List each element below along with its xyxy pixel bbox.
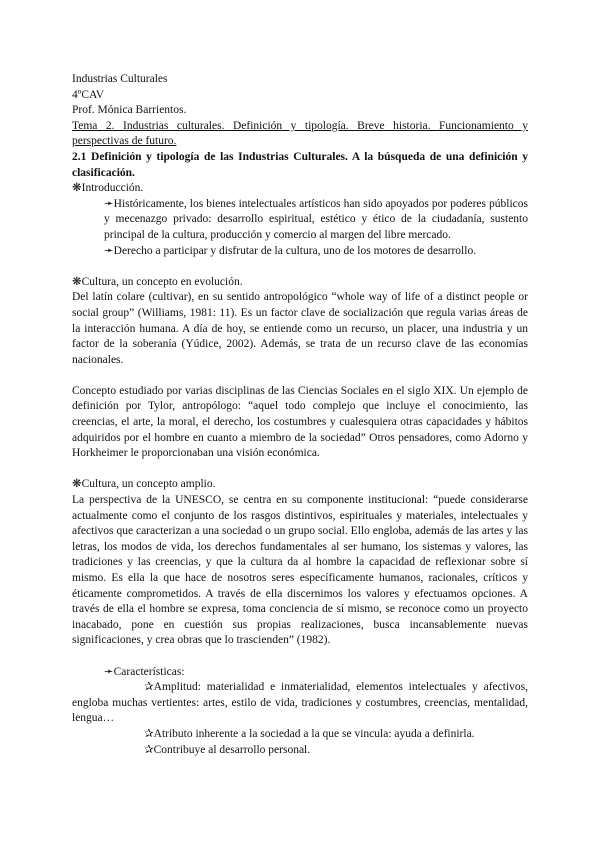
broad-heading-text: Cultura, un concepto amplio. [81, 478, 216, 491]
flower-bullet-icon: ❋ [72, 275, 82, 288]
evolution-heading [72, 275, 528, 291]
spacer [72, 649, 528, 665]
characteristic-text: Atributo inherente a la sociedad a la que se vincula: ayuda a definirla. [153, 727, 475, 740]
characteristics-heading-text: Características: [113, 665, 185, 678]
broad-heading [72, 477, 528, 493]
intro-heading-text: Introducción. [81, 182, 144, 195]
course-name: Industrias Culturales [72, 73, 168, 85]
intro-item-text: Históricamente, los bienes intelectuales artísticos han sido apoyados por poderes públicos y mecenazgo privado: desarrollo espiritual, estético y ético de la ciudadanía, sustento principal de la cultura, producción y comercio al margen del libre mercado. [104, 197, 528, 241]
characteristic-text: Amplitud: materialidad e inmaterialidad, elementos intelectuales y afectivos, engloba muchas vertientes: artes, estilo de vida, tradiciones y costumbres, creencias, mentalidad, lengua… [72, 681, 528, 725]
characteristic-item [72, 727, 528, 743]
professor-name: Prof. Mónica Barrientos. [72, 104, 187, 117]
arrow-bullet-icon: ➛ [104, 244, 114, 257]
flower-bullet-icon: ❋ [72, 478, 82, 491]
evolution-heading-text: Cultura, un concepto en evolución. [81, 275, 243, 288]
flower-bullet-icon: ❋ [72, 182, 82, 195]
arrow-bullet-icon: ➛ [104, 197, 114, 210]
characteristics-heading [72, 665, 528, 681]
topic-title: Tema 2. Industrias culturales. Definición y tipología. Breve historia. Funcionamiento y perspectivas de futuro. [72, 119, 528, 148]
document-page [72, 72, 528, 758]
unesco-paragraph: La perspectiva de la UNESCO, se centra en su componente institucional: “puede considerarse actualmente como el conjunto de los rasgos distintivos, espirituales y materiales, intelectuales y afectivos que caracterizan a una sociedad o un grupo social. Ello engloba, además de las artes y las letras, los modos de vida, los derechos fundamentales al ser humano, los sistemas y valores, las tradiciones y las creencias, y que la cultura da al hombre la capacidad de reflexionar sobre sí mismo. Es ella la que hace de nosotros seres específicamente humanos, racionales, críticos y éticamente comprometidos. A través de ella discernimos los valores y efectuamos opciones. A través de ella el hombre se expresa, toma conciencia de sí mismo, se reconoce como un proyecto inacabado, pone en cuestión sus propias realizaciones, busca incansablemente nuevas significaciones, y crea obras que lo trascienden” (1982). [72, 494, 528, 647]
course-group: 4ºCAV [72, 88, 105, 101]
intro-heading [72, 181, 528, 197]
section-title: 2.1 Definición y tipología de las Industrias Culturales. A la búsqueda de una definición y clasificación. [72, 150, 528, 179]
evolution-paragraph: Concepto estudiado por varias disciplinas de las Ciencias Sociales en el siglo XIX. Un ejemplo de definición por Tylor, antropólogo: “aquel todo complejo que incluye el conocimiento, las creencias, el arte, la moral, el derecho, los costumbres y cualesquiera otras capacidades y hábitos adquiridos por el hombre en cuanto a miembro de la sociedad” Otros pensadores, como Adorno y Horkheimer le proporcionaban una visión económica. [72, 384, 528, 460]
intro-item-text: Derecho a participar y disfrutar de la cultura, uno de los motores de desarrollo. [113, 244, 477, 257]
spacer [72, 368, 528, 384]
star-bullet-icon: ✰ [144, 743, 154, 756]
characteristic-item [72, 743, 528, 759]
star-bullet-icon: ✰ [144, 681, 154, 694]
star-bullet-icon: ✰ [144, 727, 154, 740]
characteristic-item [72, 680, 528, 727]
intro-item [72, 197, 528, 244]
spacer [72, 462, 528, 478]
intro-item [72, 244, 528, 260]
characteristic-text: Contribuye al desarrollo personal. [153, 743, 311, 756]
arrow-bullet-icon: ➛ [104, 665, 114, 678]
evolution-paragraph: Del latín colare (cultivar), en su sentido antropológico “whole way of life of a distinct people or social group” (Williams, 1981: 11). Es un factor clave de socialización que regula varias áreas de la interacción humana. A día de hoy, se entiende como un recurso, un placer, una industria y un factor de la soberanía (Yúdice, 2002). Además, se trata de un recurso clave de las economías nacionales. [72, 291, 528, 366]
spacer [72, 259, 528, 275]
